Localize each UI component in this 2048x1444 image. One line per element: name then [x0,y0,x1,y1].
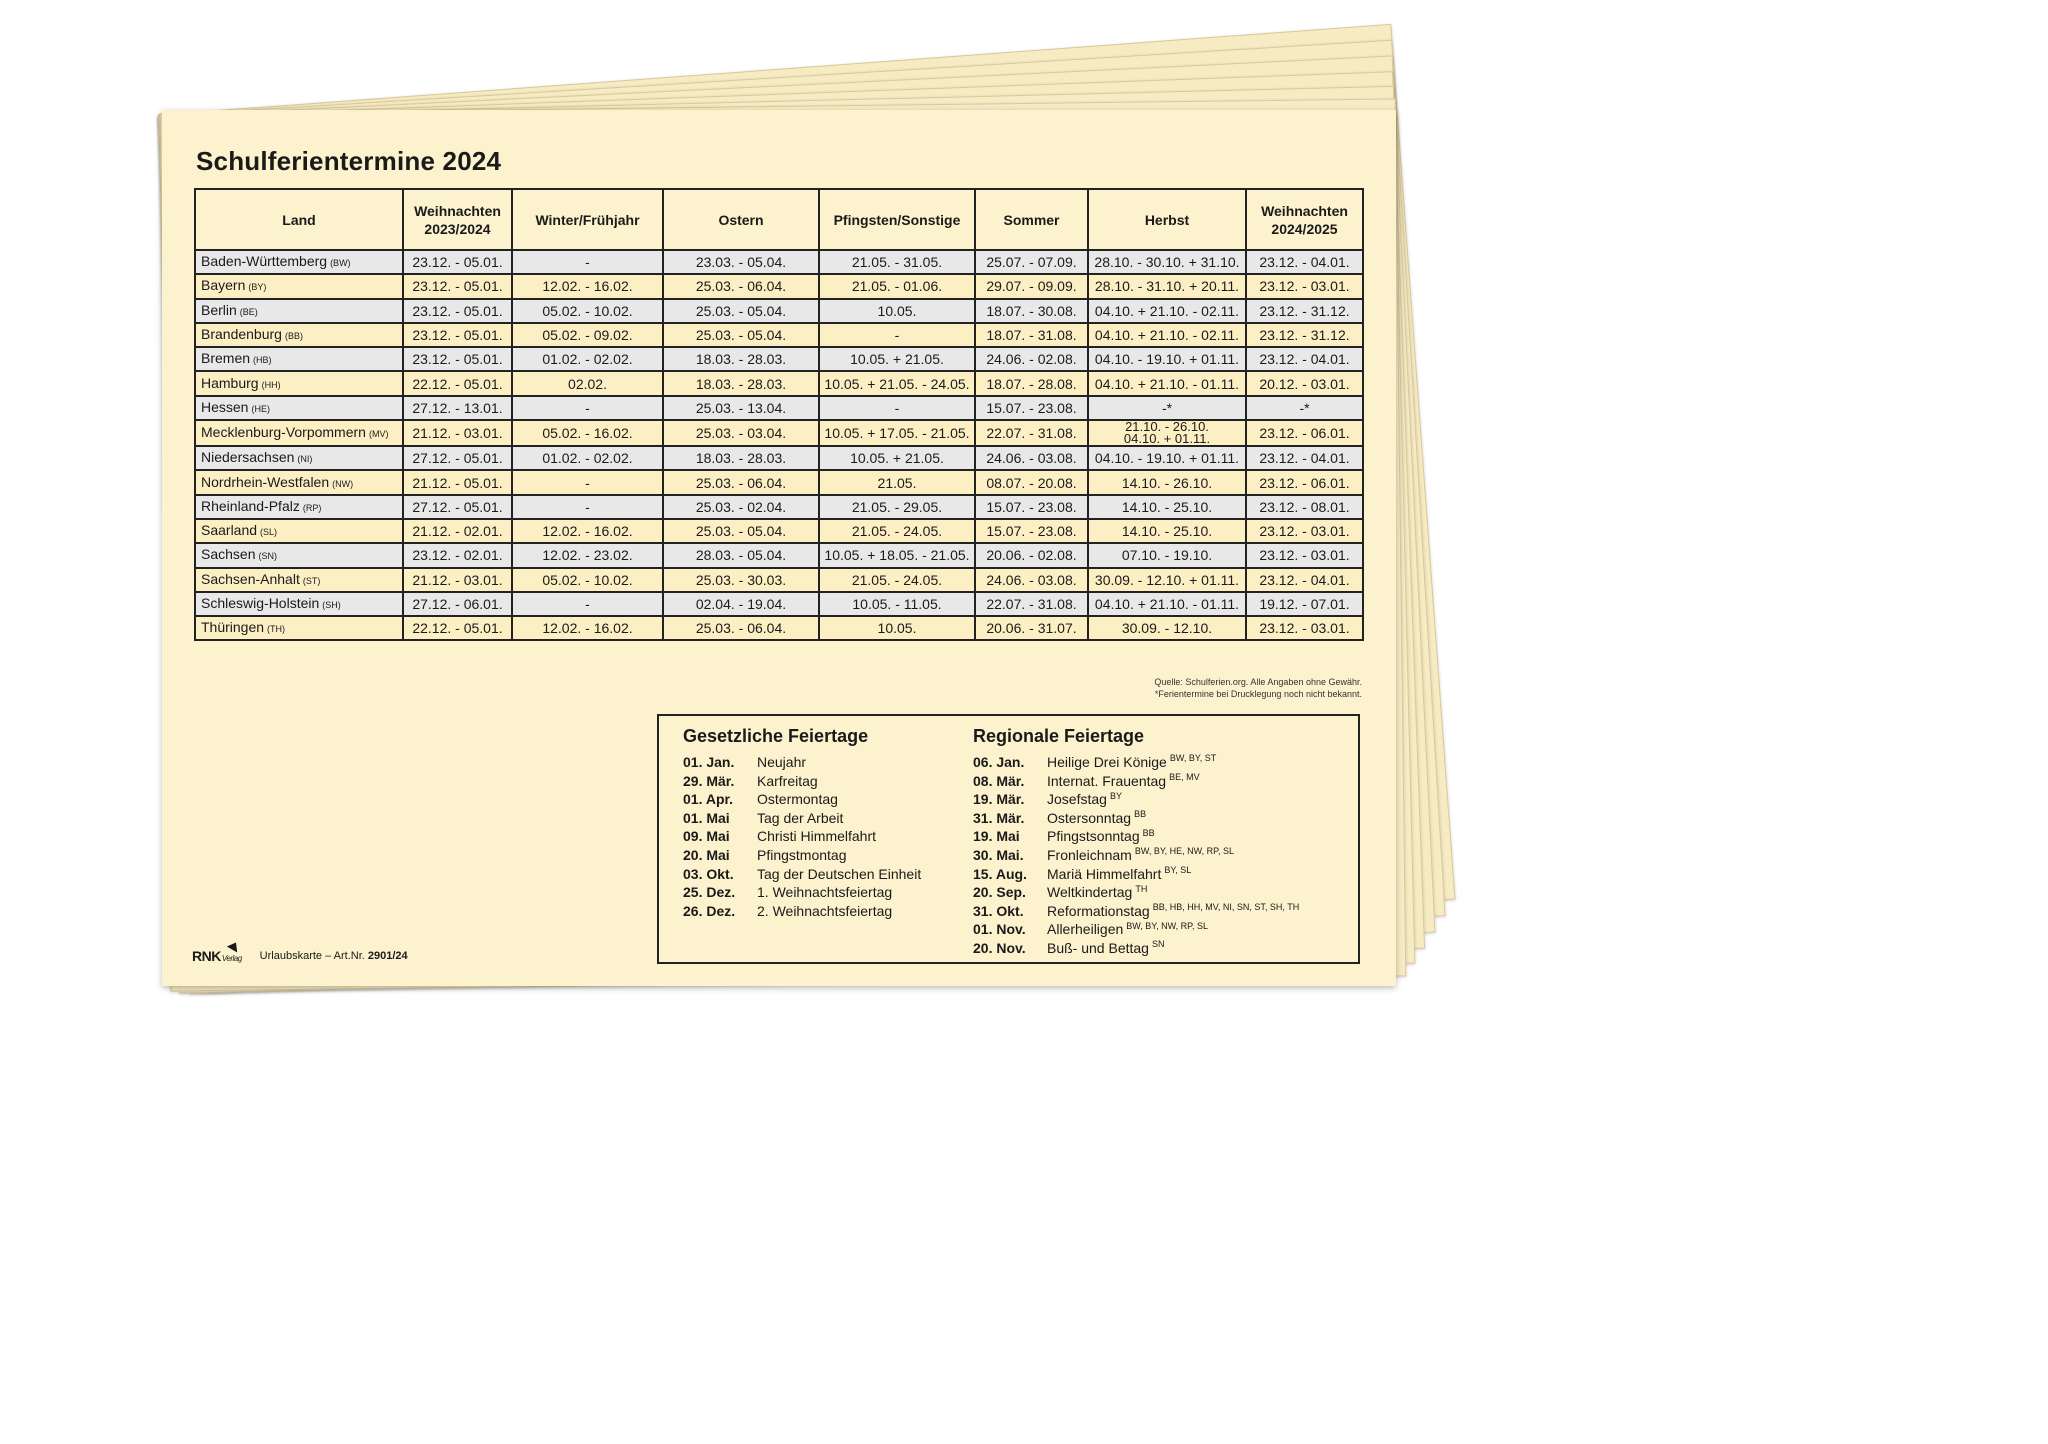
legal-holidays-column [683,726,963,920]
cell-pfingsten: - [819,396,975,420]
cell-herbst: 28.10. - 30.10. + 31.10. [1088,250,1246,274]
cell-weihnachten-2023: 21.12. - 05.01. [403,470,512,494]
cell-ostern: 18.03. - 28.03. [663,371,819,395]
cell-land [195,519,403,543]
state-name: Thüringen [201,619,265,636]
header-winter: Winter/Frühjahr [512,189,663,250]
cell-ostern: 25.03. - 06.04. [663,470,819,494]
holiday-item [973,772,1353,791]
cell-herbst: 07.10. - 19.10. [1088,543,1246,567]
cell-land [195,616,403,640]
holiday-item [973,939,1353,958]
cell-herbst: 04.10. + 21.10. - 02.11. [1088,323,1246,347]
holiday-states: BW, BY, NW, RP, SL [1126,920,1208,931]
state-abbreviation: (BE) [239,306,258,317]
table-row [195,616,1363,640]
cell-pfingsten: 21.05. - 01.06. [819,274,975,298]
table-row [195,495,1363,519]
legal-holidays-list [683,753,963,920]
cell-land [195,543,403,567]
cell-weihnachten-2024: 23.12. - 04.01. [1246,347,1363,371]
holiday-name: Ostermontag [757,791,838,808]
holiday-name: Tag der Deutschen Einheit [757,865,922,882]
cell-sommer: 22.07. - 31.08. [975,592,1088,616]
cell-weihnachten-2024: 19.12. - 07.01. [1246,592,1363,616]
cell-ostern: 25.03. - 05.04. [663,519,819,543]
holiday-date: 01. Jan. [683,754,735,770]
cell-herbst: 04.10. + 21.10. - 01.11. [1088,371,1246,395]
cell-herbst: 30.09. - 12.10. [1088,616,1246,640]
page-title: Schulferientermine 2024 [196,146,502,176]
state-abbreviation: (NW) [332,478,354,489]
cell-herbst: 30.09. - 12.10. + 01.11. [1088,568,1246,592]
holidays-box [657,714,1360,964]
cell-land [195,323,403,347]
logo-text: RNK [192,948,221,964]
holiday-name: 1. Weihnachtsfeiertag [757,884,893,901]
state-abbreviation: (RP) [302,502,322,513]
cell-weihnachten-2024: 23.12. - 04.01. [1246,446,1363,470]
cell-herbst-line-1: 21.10. - 26.10. [1125,419,1209,435]
state-abbreviation: (HB) [253,355,272,366]
cell-weihnachten-2023: 22.12. - 05.01. [403,616,512,640]
state-abbreviation: (BW) [330,258,351,269]
cell-land [195,396,403,420]
holiday-states: TH [1135,883,1148,894]
holiday-date: 25. Dez. [683,884,736,901]
cell-weihnachten-2024: 23.12. - 04.01. [1246,250,1363,274]
holiday-date: 31. Mär. [973,809,1025,826]
cell-ostern: 25.03. - 03.04. [663,420,819,446]
holiday-name: Christi Himmelfahrt [757,828,877,845]
cell-pfingsten: 10.05. + 18.05. - 21.05. [819,543,975,567]
state-name: Bayern [201,277,246,294]
cell-sommer: 15.07. - 23.08. [975,396,1088,420]
table-row [195,568,1363,592]
cell-weihnachten-2024: 23.12. - 06.01. [1246,420,1363,446]
holiday-name: Heilige Drei Könige [1047,754,1167,770]
table-row [195,519,1363,543]
holiday-name: Josefstag [1047,791,1107,808]
legal-holidays-heading: Gesetzliche Feiertage [683,726,869,746]
cell-ostern: 25.03. - 06.04. [663,616,819,640]
cell-herbst-line-2: 04.10. + 01.11. [1123,431,1211,447]
state-abbreviation: (SL) [260,527,278,538]
cell-ostern: 25.03. - 05.04. [663,323,819,347]
cell-herbst: 04.10. + 21.10. - 01.11. [1088,592,1246,616]
cell-weihnachten-2023: 23.12. - 02.01. [403,543,512,567]
regional-holidays-list [973,753,1353,958]
cell-land [195,470,403,494]
cell-pfingsten: 21.05. - 24.05. [819,519,975,543]
cell-weihnachten-2024: 23.12. - 06.01. [1246,470,1363,494]
logo-subtext: Verlag [221,954,242,963]
cell-land [195,250,403,274]
rnk-logo [192,948,242,964]
cell-land [195,495,403,519]
header-ostern: Ostern [663,189,819,250]
holiday-date: 20. Sep. [973,884,1026,901]
cell-pfingsten: 10.05. [819,299,975,323]
cell-land [195,299,403,323]
cell-herbst [1088,420,1246,446]
header-herbst: Herbst [1088,189,1246,250]
holiday-date: 01. Mai [683,809,730,826]
state-abbreviation: (ST) [302,575,321,586]
cell-winter: - [512,592,663,616]
footer [192,944,408,968]
state-name: Saarland [201,522,258,539]
holiday-item [973,883,1353,902]
cell-herbst: 14.10. - 26.10. [1088,470,1246,494]
holiday-states: BW, BY, HE, NW, RP, SL [1134,846,1235,857]
holiday-date: 01. Nov. [973,921,1026,938]
holiday-date: 30. Mai. [973,846,1024,863]
cell-winter: 05.02. - 16.02. [512,420,663,446]
cell-sommer: 20.06. - 02.08. [975,543,1088,567]
cell-winter: - [512,470,663,494]
holiday-states: BY [1109,790,1122,801]
article-label: Urlaubskarte – Art.Nr. [259,950,365,962]
cell-pfingsten: 21.05. [819,470,975,494]
cell-herbst: 28.10. - 31.10. + 20.11. [1088,274,1246,298]
state-name: Hessen [201,398,249,415]
regional-holidays-column [973,726,1353,958]
cell-weihnachten-2023: 27.12. - 05.01. [403,446,512,470]
cell-ostern: 18.03. - 28.03. [663,347,819,371]
cell-ostern: 25.03. - 02.04. [663,495,819,519]
header-land: Land [195,189,403,250]
holiday-date: 20. Nov. [973,939,1026,956]
holiday-date: 19. Mai [973,828,1020,845]
holiday-item [683,865,963,884]
holiday-name: 2. Weihnachtsfeiertag [757,902,893,919]
cell-weihnachten-2024: 23.12. - 04.01. [1246,568,1363,592]
holiday-item [973,790,1353,809]
holiday-date: 06. Jan. [973,754,1025,770]
cell-pfingsten: 21.05. - 24.05. [819,568,975,592]
holiday-name: Allerheiligen [1047,921,1124,938]
cell-land [195,592,403,616]
holiday-name: Buß- und Bettag [1047,939,1149,956]
state-abbreviation: (MV) [368,429,389,440]
cell-weihnachten-2023: 22.12. - 05.01. [403,371,512,395]
holiday-date: 03. Okt. [683,865,734,882]
header-weihnachten-2024-text: Weihnachten 2024/2025 [1261,202,1348,237]
holiday-item [683,790,963,809]
cell-winter: 01.02. - 02.02. [512,347,663,371]
holiday-name: Reformationstag [1047,902,1150,919]
holiday-item [683,753,963,772]
cell-sommer: 22.07. - 31.08. [975,420,1088,446]
cell-herbst: 04.10. + 21.10. - 02.11. [1088,299,1246,323]
state-name: Mecklenburg-Vorpommern [201,424,366,441]
cell-weihnachten-2023: 23.12. - 05.01. [403,274,512,298]
holiday-states: BE, MV [1169,771,1200,782]
cell-winter: - [512,396,663,420]
cell-ostern: 23.03. - 05.04. [663,250,819,274]
holiday-date: 01. Apr. [683,791,734,808]
cell-weihnachten-2024: 23.12. - 31.12. [1246,323,1363,347]
cell-weihnachten-2023: 23.12. - 05.01. [403,323,512,347]
cell-ostern: 02.04. - 19.04. [663,592,819,616]
holiday-date: 29. Mär. [683,772,735,789]
cell-winter: 12.02. - 23.02. [512,543,663,567]
holiday-name: Karfreitag [757,772,818,789]
cell-sommer: 15.07. - 23.08. [975,519,1088,543]
cell-winter: 12.02. - 16.02. [512,616,663,640]
holiday-name: Pfingstmontag [757,846,847,863]
holiday-item [683,772,963,791]
cell-weihnachten-2024: 23.12. - 03.01. [1246,543,1363,567]
state-name: Sachsen-Anhalt [201,570,300,587]
header-weihnachten-2024 [1246,189,1363,250]
state-abbreviation: (HE) [251,403,270,414]
state-name: Rheinland-Pfalz [201,497,300,514]
holiday-item [683,809,963,828]
holiday-item [683,883,963,902]
article-number: 2901/24 [367,950,408,962]
cell-weihnachten-2024: 23.12. - 03.01. [1246,519,1363,543]
cell-weihnachten-2024: 20.12. - 03.01. [1246,371,1363,395]
cell-herbst: -* [1088,396,1246,420]
school-holidays-table [194,188,1364,641]
holiday-date: 09. Mai [683,828,730,845]
cell-pfingsten: 21.05. - 31.05. [819,250,975,274]
cell-land [195,347,403,371]
holiday-states: BB [1142,827,1155,838]
cell-pfingsten: 10.05. + 21.05. [819,446,975,470]
cell-sommer: 20.06. - 31.07. [975,616,1088,640]
cell-land [195,568,403,592]
state-name: Berlin [201,301,237,318]
cell-winter: 12.02. - 16.02. [512,519,663,543]
cell-weihnachten-2023: 27.12. - 06.01. [403,592,512,616]
article-info [260,950,408,962]
state-abbreviation: (TH) [267,624,286,635]
holiday-item [973,753,1353,772]
cell-pfingsten: 10.05. + 21.05. - 24.05. [819,371,975,395]
cell-ostern: 25.03. - 30.03. [663,568,819,592]
cell-herbst: 04.10. - 19.10. + 01.11. [1088,446,1246,470]
header-weihnachten-2023-text: Weihnachten 2023/2024 [414,202,501,237]
holiday-name: Mariä Himmelfahrt [1047,865,1162,882]
cell-weihnachten-2024: 23.12. - 31.12. [1246,299,1363,323]
cell-weihnachten-2023: 23.12. - 05.01. [403,347,512,371]
state-name: Sachsen [201,546,256,563]
holiday-name: Fronleichnam [1047,846,1132,863]
holiday-date: 26. Dez. [683,902,736,919]
cell-sommer: 08.07. - 20.08. [975,470,1088,494]
regional-holidays-heading: Regionale Feiertage [973,726,1145,746]
table-header-row [195,189,1363,250]
cell-pfingsten: - [819,323,975,347]
holiday-item [973,827,1353,846]
holiday-states: BY, SL [1164,864,1192,875]
table-row [195,470,1363,494]
cell-winter: 05.02. - 10.02. [512,568,663,592]
table-row [195,396,1363,420]
state-name: Baden-Württemberg [201,253,328,270]
holiday-item [973,846,1353,865]
cell-winter: - [512,250,663,274]
cell-herbst: 04.10. - 19.10. + 01.11. [1088,347,1246,371]
cell-sommer: 18.07. - 30.08. [975,299,1088,323]
cell-weihnachten-2024: 23.12. - 03.01. [1246,274,1363,298]
cell-pfingsten: 10.05. - 11.05. [819,592,975,616]
holiday-date: 08. Mär. [973,772,1025,789]
cell-pfingsten: 21.05. - 29.05. [819,495,975,519]
cell-land [195,446,403,470]
footnote: *Ferientermine bei Drucklegung noch nicht bekannt. [1154,689,1362,699]
state-name: Hamburg [201,374,259,391]
cell-sommer: 25.07. - 07.09. [975,250,1088,274]
cell-weihnachten-2024: -* [1246,396,1363,420]
cell-sommer: 29.07. - 09.09. [975,274,1088,298]
state-abbreviation: (BY) [248,282,267,293]
state-name: Niedersachsen [201,449,295,466]
state-abbreviation: (SH) [322,600,341,610]
header-weihnachten-2023 [403,189,512,250]
cell-land [195,371,403,395]
holiday-name: Pfingstsonntag [1047,828,1140,845]
holiday-states: BB, HB, HH, MV, NI, SN, ST, SH, TH [1152,902,1300,913]
source-note: Quelle: Schulferien.org. Alle Angaben ohne Gewähr. [1154,677,1362,687]
cell-winter: 05.02. - 09.02. [512,323,663,347]
cell-weihnachten-2024: 23.12. - 08.01. [1246,495,1363,519]
table-body [195,250,1363,640]
cell-ostern: 25.03. - 13.04. [663,396,819,420]
holiday-name: Internat. Frauentag [1047,772,1167,789]
cell-sommer: 24.06. - 03.08. [975,446,1088,470]
cell-weihnachten-2024: 23.12. - 03.01. [1246,616,1363,640]
cell-sommer: 18.07. - 31.08. [975,323,1088,347]
cell-pfingsten: 10.05. + 17.05. - 21.05. [819,420,975,446]
cell-herbst: 14.10. - 25.10. [1088,519,1246,543]
table-row [195,299,1363,323]
cell-weihnachten-2023: 23.12. - 05.01. [403,299,512,323]
holiday-item [683,846,963,865]
header-pfingsten: Pfingsten/Sonstige [819,189,975,250]
cell-ostern: 25.03. - 05.04. [663,299,819,323]
table-row [195,347,1363,371]
cell-winter: 01.02. - 02.02. [512,446,663,470]
cell-ostern: 18.03. - 28.03. [663,446,819,470]
cell-sommer: 24.06. - 03.08. [975,568,1088,592]
holiday-name: Weltkindertag [1047,884,1133,901]
logo-triangle-icon [227,940,241,953]
holiday-item [683,902,963,921]
holiday-item [973,902,1353,921]
holiday-item [683,827,963,846]
cell-pfingsten: 10.05. + 21.05. [819,347,975,371]
holiday-states: BW, BY, ST [1169,753,1217,764]
table-row [195,274,1363,298]
holiday-date: 31. Okt. [973,902,1024,919]
source-notes [1154,676,1362,700]
table-row [195,323,1363,347]
cell-weihnachten-2023: 27.12. - 05.01. [403,495,512,519]
cell-weihnachten-2023: 21.12. - 03.01. [403,420,512,446]
table-row [195,371,1363,395]
holiday-date: 20. Mai [683,846,730,863]
table-row [195,250,1363,274]
cell-weihnachten-2023: 23.12. - 05.01. [403,250,512,274]
state-abbreviation: (HH) [261,379,281,390]
cell-sommer: 18.07. - 28.08. [975,371,1088,395]
holiday-item [973,865,1353,884]
cell-weihnachten-2023: 21.12. - 02.01. [403,519,512,543]
holiday-date: 15. Aug. [973,865,1027,882]
cell-land [195,420,403,446]
holiday-date: 19. Mär. [973,791,1025,808]
cell-pfingsten: 10.05. [819,616,975,640]
state-abbreviation: (NI) [297,454,313,465]
cell-ostern: 25.03. - 06.04. [663,274,819,298]
cell-weihnachten-2023: 21.12. - 03.01. [403,568,512,592]
holiday-name: Tag der Arbeit [757,809,844,826]
cell-sommer: 24.06. - 02.08. [975,347,1088,371]
cell-winter: 12.02. - 16.02. [512,274,663,298]
cell-sommer: 15.07. - 23.08. [975,495,1088,519]
table-row [195,592,1363,616]
cell-winter: - [512,495,663,519]
state-name: Bremen [201,350,251,367]
holiday-states: BB [1134,809,1147,820]
table-row [195,420,1363,446]
cell-winter: 02.02. [512,371,663,395]
state-name: Brandenburg [201,326,282,343]
holiday-name: Ostersonntag [1047,809,1132,826]
cell-winter: 05.02. - 10.02. [512,299,663,323]
cell-weihnachten-2023: 27.12. - 13.01. [403,396,512,420]
header-sommer: Sommer [975,189,1088,250]
holiday-states: SN [1151,939,1165,950]
holiday-name: Neujahr [757,754,807,770]
holiday-item [973,809,1353,828]
holiday-item [973,920,1353,939]
cell-land [195,274,403,298]
state-abbreviation: (BB) [284,331,303,342]
state-abbreviation: (SN) [258,551,277,562]
front-sheet [162,110,1396,986]
state-name: Schleswig-Holstein [201,595,320,611]
cell-herbst: 14.10. - 25.10. [1088,495,1246,519]
table-row [195,446,1363,470]
state-name: Nordrhein-Westfalen [201,473,330,490]
cell-ostern: 28.03. - 05.04. [663,543,819,567]
table-row [195,543,1363,567]
